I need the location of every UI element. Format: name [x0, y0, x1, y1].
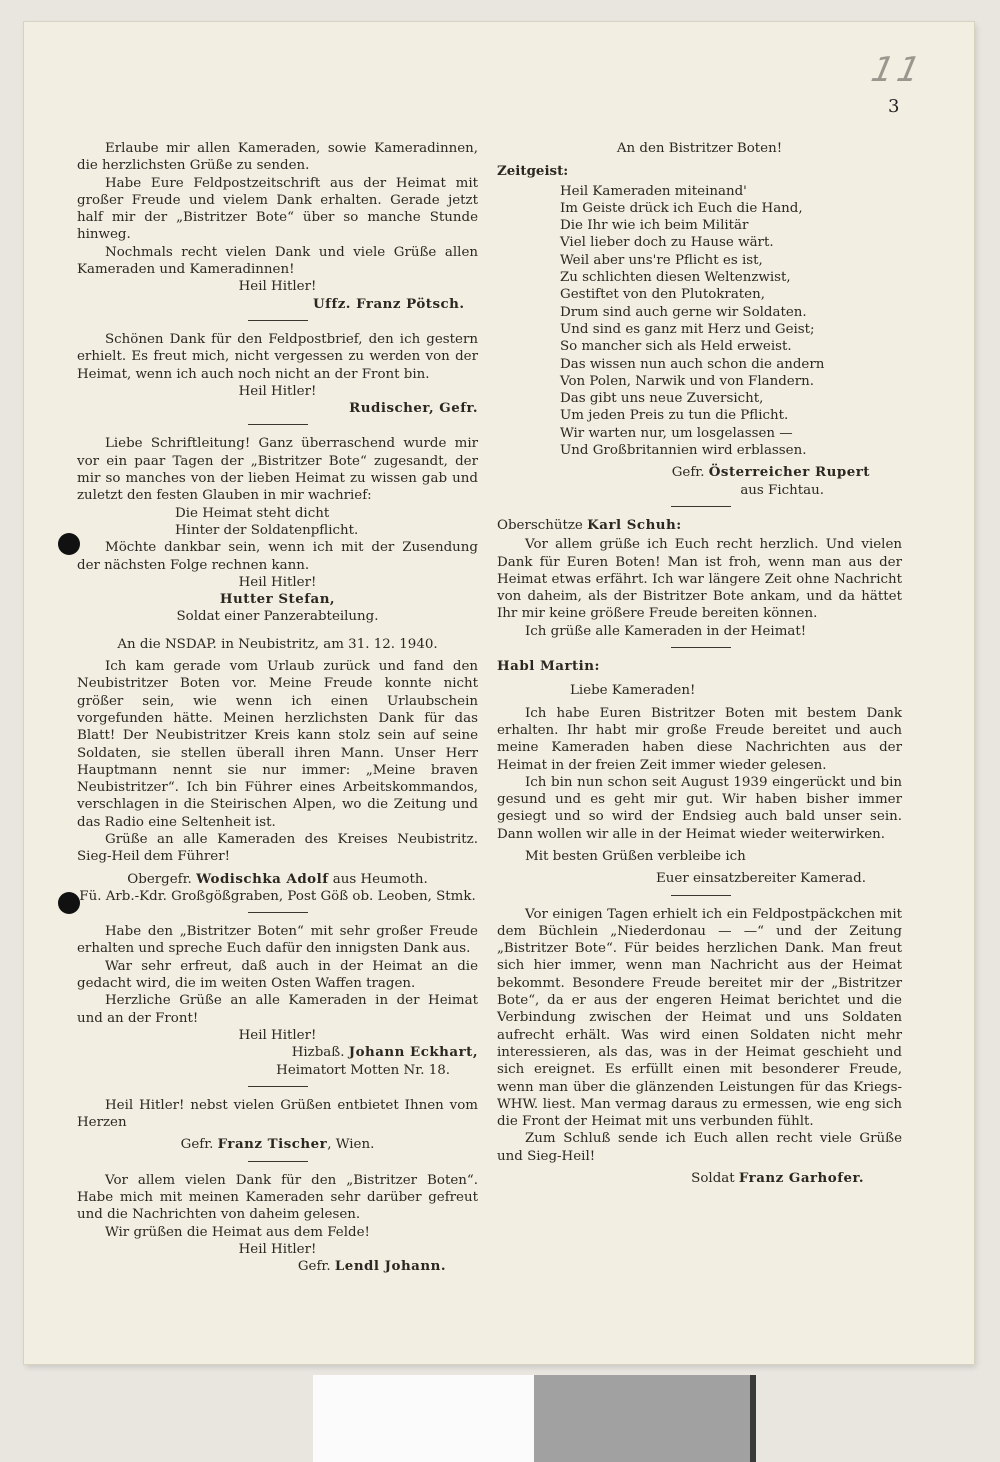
letter-eckhart	[77, 923, 478, 1079]
letter-signature	[77, 1136, 478, 1153]
poem-line: Um jeden Preis zu tun die Pflicht.	[560, 408, 789, 424]
letter-lendl	[77, 1172, 478, 1276]
poem-title: Zeitgeist:	[497, 163, 569, 180]
section-divider	[248, 320, 308, 321]
signature-name: Österreicher Rupert	[708, 464, 870, 481]
letter-paragraph: Wir grüßen die Heimat aus dem Felde!	[105, 1224, 370, 1240]
spacer	[77, 626, 478, 636]
letter-signature	[77, 1044, 478, 1061]
letter-wodischka	[77, 636, 478, 905]
letter-paragraph: Heil Hitler! nebst vielen Grüßen entbietet Ihnen vom Herzen	[77, 1097, 478, 1131]
scan-color-card-edge	[750, 1375, 756, 1462]
signature-rank: Soldat	[691, 1171, 739, 1187]
letter-paragraph: Herzliche Grüße an alle Kameraden in der Heimat und an der Front!	[77, 993, 478, 1026]
letter-paragraph: Vor allem grüße ich Euch recht herzlich. Und vielen Dank für Euren Boten! Man ist froh, wenn man aus der Heimat etwas erfährt. Ich war längere Zeit ohne Nachricht von daheim, als der Bistritzer Bote ankam, und da hättet Ihr mir keine größere Freude bereiten können.	[497, 537, 902, 622]
section-divider	[248, 1161, 308, 1162]
poem-line: Die Ihr wie ich beim Militär	[560, 218, 749, 234]
poem-line: Wir warten nur, um losgelassen —	[560, 425, 793, 441]
signature-rank: Obergefr.	[127, 871, 197, 887]
poem-line: Von Polen, Narwik und von Flandern.	[560, 373, 815, 389]
poem-line: Zu schlichten diesen Weltenzwist,	[560, 270, 791, 286]
poem-line: Und Großbritannien wird erblassen.	[560, 443, 807, 459]
signature-place: aus Heumoth.	[328, 871, 428, 887]
letter-verse: Die Heimat steht dicht	[175, 505, 330, 521]
poem-line: Das wissen nun auch schon die andern	[560, 356, 825, 372]
letter-verse: Hinter der Soldatenpflicht.	[175, 522, 359, 538]
letter-paragraph: Erlaube mir allen Kameraden, sowie Kameradinnen, die herzlichsten Grüße zu senden.	[77, 141, 478, 174]
signature-name: Franz Tischer	[217, 1136, 328, 1153]
letter-paragraph: Habe Eure Feldpostzeitschrift aus der Heimat mit großer Freude und vielem Dank erhalten. Gerade jetzt half mir der „Bistritzer Bote“ über so manche Stunde hinweg.	[77, 175, 478, 243]
letter-signature-home: Heimatort Motten Nr. 18.	[276, 1062, 450, 1078]
letter-greeting: Heil Hitler!	[238, 383, 317, 399]
poem-line: Weil aber uns're Pflicht es ist,	[560, 252, 763, 268]
signature-place: , Wien.	[327, 1137, 375, 1153]
section-divider	[248, 912, 308, 913]
letter-paragraph: Möchte dankbar sein, wenn ich mit der Zusendung der nächsten Folge rechnen kann.	[77, 540, 478, 573]
letter-paragraph: Zum Schluß sende ich Euch allen recht viele Grüße und Sieg-Heil!	[497, 1131, 902, 1164]
poem	[497, 183, 902, 460]
letter-poetsch	[77, 140, 478, 313]
letter-signature	[77, 1258, 478, 1275]
scan-color-card-gray	[534, 1375, 750, 1462]
letter-signature	[77, 871, 478, 888]
letter-signature-address: Fü. Arb.-Kdr. Großgößgraben, Post Göß ob. Leoben, Stmk.	[79, 888, 476, 904]
letter-address: An den Bistritzer Boten!	[616, 141, 783, 156]
letter-greeting: Heil Hitler!	[238, 279, 317, 295]
signature-name: Wodischka Adolf	[196, 870, 329, 887]
scan-color-card-white	[313, 1375, 534, 1462]
letter-paragraph: Ich kam gerade vom Urlaub zurück und fand den Neubistritzer Boten vor. Meine Freude konnte nicht größer sein, wie wenn ich einen Urlaubschein vorgefunden hätte. Meinen herzlichsten Dank für das Blatt! Der Neubistritzer Kreis kann stolz sein auf seine Soldaten, sie stellen überall ihren Mann. Unser Herr Hauptmann nennt sie nur immer: „Meine braven Neubistritzer“. Ich bin Führer eines Arbeitskommandos, verschlagen in die Steirischen Alpen, wo die Zeitung und das Radio eine Seltenheit ist.	[77, 659, 478, 830]
poem-line: Gestiftet von den Plutokraten,	[560, 287, 765, 303]
right-column	[497, 140, 902, 1187]
letter-paragraph: Ich habe Euren Bistritzer Boten mit bestem Dank erhalten. Ihr habt mir große Freude bereitet und auch meine Kameraden haben diese Nachrichten aus der Heimat in der freien Zeit immer wieder gelesen.	[497, 705, 902, 773]
poem-line: Heil Kameraden miteinand'	[560, 183, 747, 199]
signature-name: Lendl Johann.	[334, 1258, 446, 1275]
letter-tischer	[77, 1097, 478, 1154]
letter-signature-place: aus Fichtau.	[740, 482, 824, 498]
signature-rank: Gefr.	[180, 1137, 218, 1153]
section-divider	[671, 895, 731, 896]
section-divider	[671, 506, 731, 507]
letter-garhofer	[497, 906, 902, 1188]
letter-signature-unit: Soldat einer Panzerabteilung.	[176, 609, 379, 625]
letter-habl	[497, 658, 902, 888]
poem-line: Und sind es ganz mit Herz und Geist;	[560, 321, 815, 337]
letter-greeting: Heil Hitler!	[238, 574, 317, 590]
section-divider	[248, 424, 308, 425]
signature-rank: Gefr.	[297, 1259, 335, 1275]
letter-greeting: Heil Hitler!	[238, 1241, 317, 1257]
letter-signature: Euer einsatzbereiter Kamerad.	[656, 871, 866, 887]
handwritten-page-number: 11	[867, 50, 928, 90]
poem-line: Drum sind auch gerne wir Soldaten.	[560, 304, 807, 320]
letter-paragraph: War sehr erfreut, daß auch in der Heimat an die gedacht wird, die im weiten Osten Waffen tragen.	[77, 958, 478, 992]
letter-schuh	[497, 517, 902, 640]
signature-rank: Hizbaß.	[291, 1045, 349, 1061]
letter-greeting: Heil Hitler!	[238, 1027, 317, 1043]
poem-line: So mancher sich als Held erweist.	[560, 339, 792, 355]
heading-name: Karl Schuh:	[587, 516, 682, 533]
letter-signature: Hutter Stefan,	[219, 591, 336, 608]
letter-signature: Rudischer, Gefr.	[349, 400, 478, 417]
section-divider	[671, 647, 731, 648]
letter-paragraph: Ich grüße alle Kameraden in der Heimat!	[525, 623, 807, 639]
signature-rank: Gefr.	[671, 465, 709, 481]
letter-paragraph: Vor allem vielen Dank für den „Bistritzer Boten“. Habe mich mit meinen Kameraden sehr darüber gefreut und die Nachrichten von daheim gelesen.	[77, 1172, 478, 1223]
letter-salutation: Liebe Kameraden!	[570, 683, 696, 699]
letter-address: An die NSDAP. in Neubistritz, am 31. 12. 1940.	[117, 636, 438, 652]
signature-name: Johann Eckhart,	[348, 1044, 478, 1061]
letter-heading	[497, 517, 902, 534]
letter-signature	[497, 464, 902, 481]
poem-line: Viel lieber doch zu Hause wärt.	[560, 235, 774, 251]
letter-oesterreicher	[497, 140, 902, 499]
poem-line: Das gibt uns neue Zuversicht,	[560, 391, 764, 407]
poem-line: Im Geiste drück ich Euch die Hand,	[560, 200, 803, 216]
page-number: 3	[888, 96, 900, 117]
letter-signature: Uffz. Franz Pötsch.	[313, 295, 465, 312]
letter-paragraph: Nochmals recht vielen Dank und viele Grüße allen Kameraden und Kameradinnen!	[77, 244, 478, 278]
letter-paragraph: Habe den „Bistritzer Boten“ mit sehr großer Freude erhalten und spreche Euch dafür den innigsten Dank aus.	[77, 924, 478, 957]
letter-heading: Habl Martin:	[497, 658, 600, 675]
letter-hutter	[77, 435, 478, 625]
letter-paragraph: Ich bin nun schon seit August 1939 eingerückt und bin gesund und es geht mir gut. Wir haben bisher immer gesiegt und so wird der Endsieg auch bald unser sein. Dann wollen wir alle in der Heimat wieder weiterwirken.	[497, 774, 902, 842]
letter-closing: Mit besten Grüßen verbleibe ich	[525, 848, 746, 864]
letter-signature	[497, 1170, 902, 1187]
signature-name: Franz Garhofer.	[738, 1170, 864, 1187]
heading-rank: Oberschütze	[497, 517, 588, 533]
letter-rudischer	[77, 331, 478, 417]
left-column	[77, 140, 478, 1276]
letter-paragraph: Liebe Schriftleitung! Ganz überraschend wurde mir vor ein paar Tagen der „Bistritzer Bote“ zugesandt, der mir so manches von der lieben Heimat zu wissen gab und zuletzt den festen Glauben in mir wachrief:	[77, 436, 478, 504]
letter-paragraph: Grüße an alle Kameraden des Kreises Neubistritz. Sieg-Heil dem Führer!	[77, 831, 478, 865]
letter-paragraph: Schönen Dank für den Feldpostbrief, den ich gestern erhielt. Es freut mich, nicht vergessen zu werden von der Heimat, wenn ich auch noch nicht an der Front bin.	[77, 331, 478, 382]
section-divider	[248, 1086, 308, 1087]
letter-paragraph: Vor einigen Tagen erhielt ich ein Feldpostpäckchen mit dem Büchlein „Niederdonau — —“ und der Zeitung „Bistritzer Bote“. Für beides herzlichen Dank. Man freut sich hier immer, wenn man Nachricht aus der Heimat bekommt. Besondere Freude bereitet mir der „Bistritzer Bote“, da er aus der engeren Heimat berichtet und die Verbindung zwischen der Heimat und uns Soldaten aufrecht erhält. Was wird einen Soldaten nicht mehr interessieren, als das, was in der Heimat geschieht und sich ereignet. Es erfüllt einen mit besonderer Freude, wenn man über die glänzenden Leistungen für das Kriegs-WHW. liest. Man vermag daraus zu ermessen, wie eng sich die Front der Heimat mit uns verbunden fühlt.	[497, 906, 902, 1130]
